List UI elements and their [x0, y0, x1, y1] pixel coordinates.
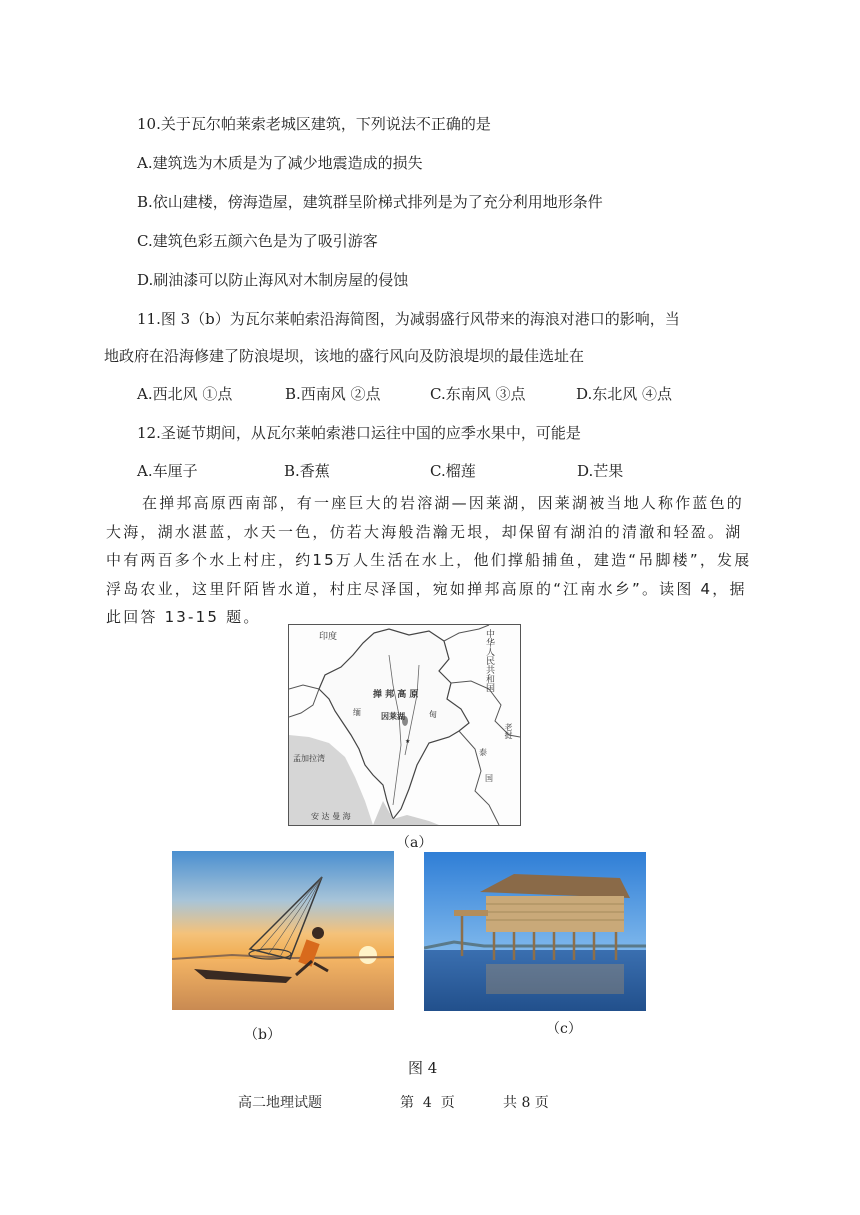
footer-page: 第 4 页 [400, 1095, 455, 1111]
map-label-inle-lake: 因莱湖 [381, 712, 405, 721]
q12-option-c: C.榴莲 [430, 462, 476, 480]
caption-b: （b） [244, 1027, 281, 1043]
q12-option-d: D.芒果 [577, 462, 624, 480]
q10-option-a: A.建筑选为木质是为了减少地震造成的损失 [137, 154, 423, 172]
figure-caption: 图 4 [408, 1059, 438, 1077]
footer-total: 共 8 页 [503, 1095, 549, 1111]
stilt-house-photo [424, 852, 646, 1011]
q12-option-a: A.车厘子 [137, 462, 198, 480]
q11-option-d: D.东北风 ④点 [576, 385, 673, 403]
q11-option-a: A.西北风 ①点 [137, 385, 233, 403]
map-label-burma-left: 缅 [353, 708, 361, 717]
map-label-thailand: 泰 [479, 748, 487, 757]
passage: 在掸邦高原西南部，有一座巨大的岩溶湖—因莱湖，因莱湖被当地人称作蓝色的大海，湖水湛蓝，水天一色，仿若大海般浩瀚无垠，却保留有湖泊的清澈和轻盈。湖中有两百多个水上村庄，约15万人生活在水上，他们撑船捕鱼，建造“吊脚楼”，发展浮岛农业，这里阡陌皆水道，村庄尽泽国，宛如掸邦高原的“江南水乡”。读图 4，据此回答 13-15 题。 [106, 494, 752, 626]
map-label-burma-right: 甸 [429, 710, 437, 719]
q12-stem: 12.圣诞节期间，从瓦尔莱帕索港口运往中国的应季水果中，可能是 [137, 424, 581, 442]
q10-option-c: C.建筑色彩五颜六色是为了吸引游客 [137, 232, 378, 250]
caption-c: （c） [546, 1021, 582, 1037]
q10-option-d: D.刷油漆可以防止海风对木制房屋的侵蚀 [137, 271, 409, 289]
map-label-shan-plateau: 掸 邦 高 原 [373, 690, 419, 700]
map-label-andaman: 安 达 曼 海 [311, 812, 351, 821]
q11-stem-line2: 地政府在沿海修建了防浪堤坝，该地的盛行风向及防浪堤坝的最佳选址在 [104, 347, 585, 365]
caption-a: （a） [396, 835, 433, 851]
stilt-house-photo-drawing [424, 852, 646, 1011]
q10-option-b: B.依山建楼，傍海造屋，建筑群呈阶梯式排列是为了充分利用地形条件 [137, 193, 603, 211]
q12-option-b: B.香蕉 [284, 462, 330, 480]
map-label-country: 国 [485, 774, 493, 783]
svg-text:★: ★ [405, 738, 411, 745]
map-label-bay-of-bengal: 孟加拉湾 [293, 754, 325, 763]
myanmar-map [288, 624, 521, 826]
map-label-laos: 老挝 [504, 723, 513, 739]
fisherman-photo-drawing [172, 851, 394, 1010]
map-label-china: 中华人民共和国 [484, 629, 494, 692]
footer-subject: 高二地理试题 [238, 1095, 322, 1111]
q11-option-c: C.东南风 ③点 [430, 385, 526, 403]
map-label-india: 印度 [319, 632, 338, 642]
q11-stem-line1: 11.图 3（b）为瓦尔莱帕索沿海简图，为减弱盛行风带来的海浪对港口的影响，当 [137, 310, 680, 328]
q10-stem: 10.关于瓦尔帕莱索老城区建筑，下列说法不正确的是 [137, 115, 491, 133]
q11-option-b: B.西南风 ②点 [285, 385, 381, 403]
fisherman-photo [172, 851, 394, 1010]
